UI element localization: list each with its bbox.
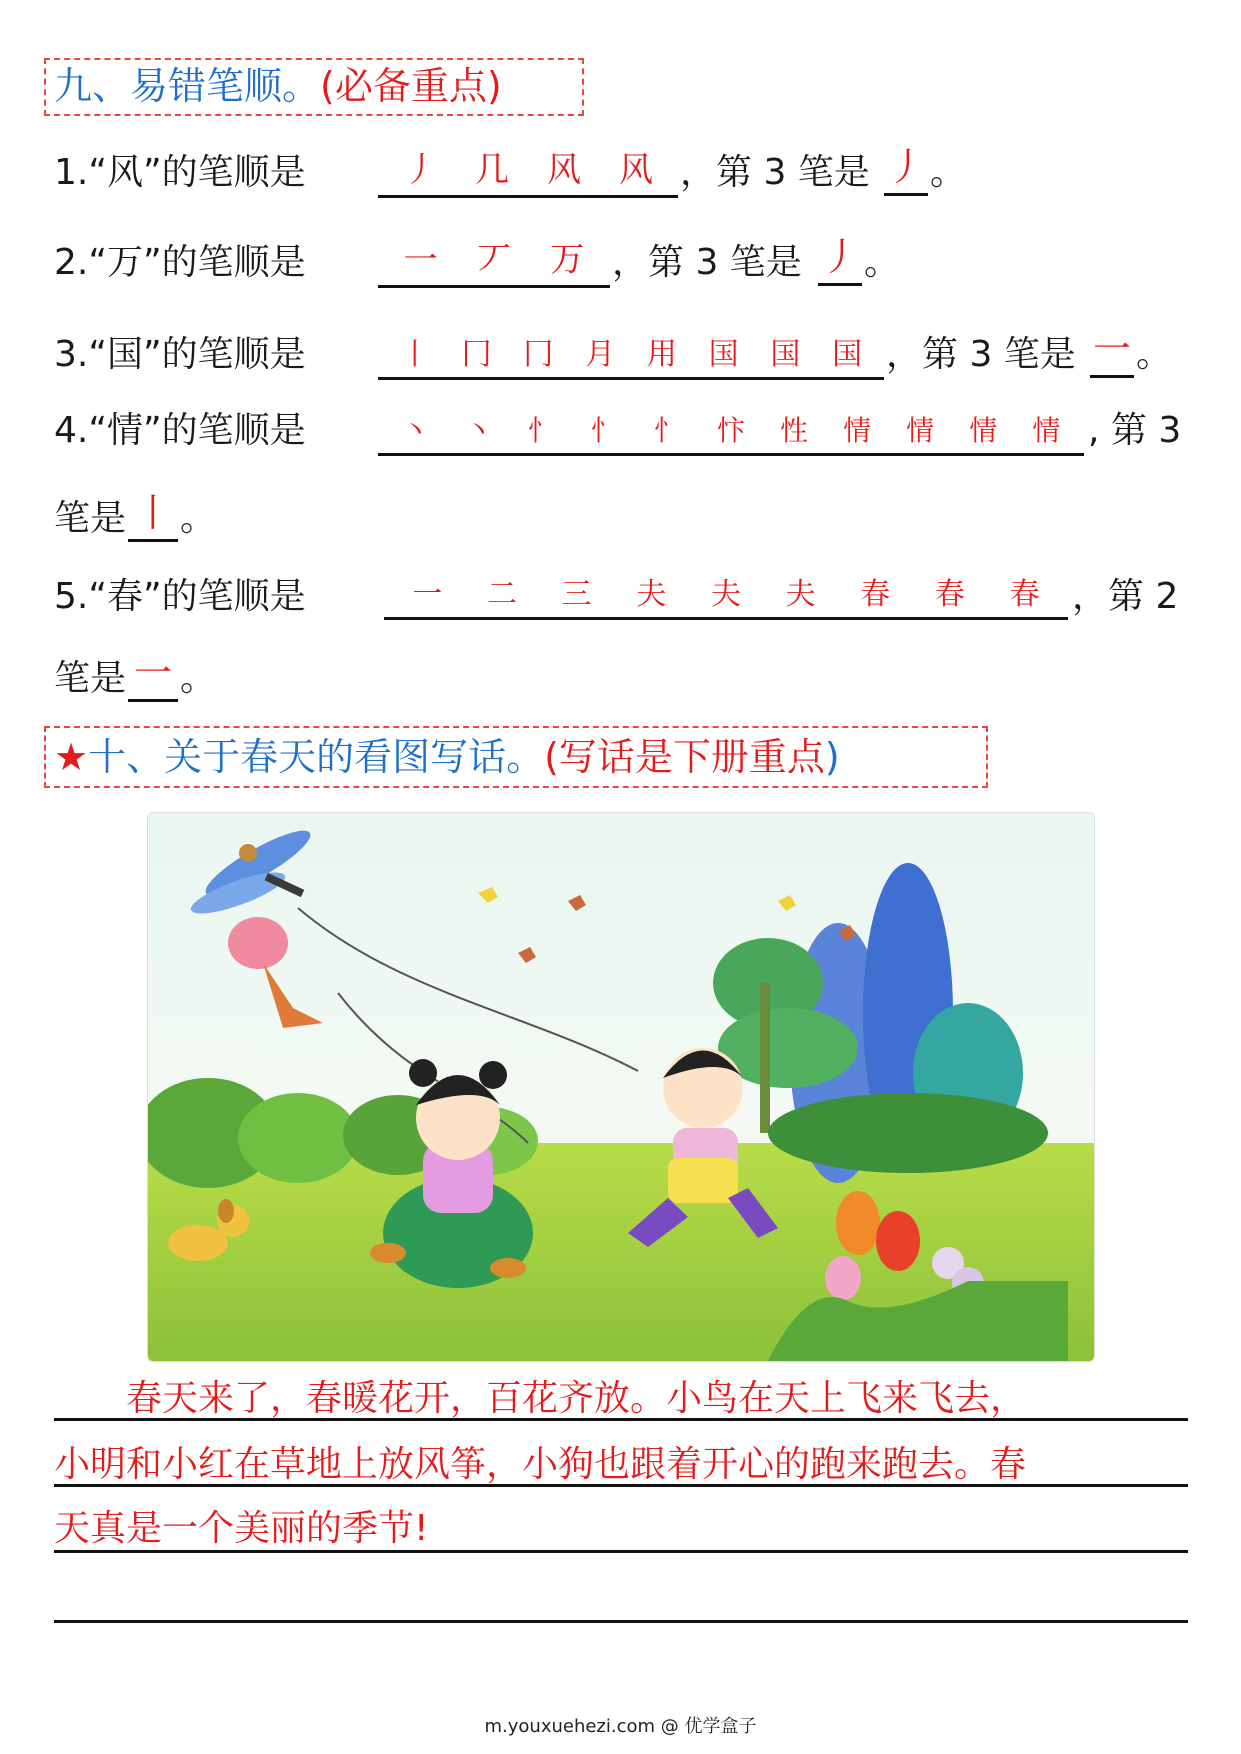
item5-stroke: 夫 — [785, 577, 816, 612]
item3-stroke: 月 — [585, 337, 616, 372]
item5-stroke: 二 — [486, 577, 517, 612]
footer-watermark: m.youxuehezi.com @ 优学盒子 — [484, 1716, 757, 1737]
writing-line-3 — [54, 1550, 1188, 1553]
item2-prefix: 2.“万”的笔顺是 — [54, 242, 306, 283]
item5-stroke: 春 — [1009, 577, 1040, 612]
item1-stroke: 风 — [619, 150, 653, 190]
item5-stroke: 一 — [412, 577, 443, 612]
essay-line2: 小明和小红在草地上放风筝，小狗也跟着开心的跑来跑去。春 — [54, 1444, 1027, 1485]
item5-stroke: 春 — [860, 577, 891, 612]
item1-stroke: 几 — [475, 150, 509, 190]
item3-stroke: 用 — [646, 337, 677, 372]
item3-stroke: 国 — [708, 337, 739, 372]
item1-end: 。 — [930, 152, 967, 193]
section10-note: (写话是下册重点 — [544, 735, 825, 779]
star-icon: ★ — [54, 735, 89, 779]
item2-answer-blank: 丿 — [818, 230, 862, 286]
item1-answer-blank: 丿 — [884, 140, 928, 196]
item4-stroke: 忄 — [527, 414, 556, 447]
item3-stroke: 冂 — [523, 337, 554, 372]
item4-stroke: 忄 — [590, 414, 619, 447]
item5-end: 。 — [180, 658, 217, 699]
item5-stroke: 春 — [934, 577, 965, 612]
item5-stroke: 夫 — [710, 577, 741, 612]
item4-stroke: 情 — [969, 414, 998, 447]
item2-end: 。 — [864, 242, 901, 283]
item2-stroke: 一 — [403, 240, 438, 280]
item4-end: 。 — [180, 498, 217, 539]
section9-title: 九、易错笔顺。 — [54, 64, 321, 108]
item3-strokes-blank — [378, 322, 884, 380]
item3-stroke: 冂 — [461, 337, 492, 372]
item4-stroke: 丶 — [401, 414, 430, 447]
item3-prefix: 3.“国”的笔顺是 — [54, 334, 306, 375]
item5-answer-blank: 一 — [128, 646, 178, 702]
item5-line2: 笔是 — [54, 658, 127, 699]
section9-heading — [44, 58, 584, 116]
writing-line-2 — [54, 1484, 1188, 1487]
spring-scene-svg — [148, 813, 1094, 1361]
item1-stroke: 丿 — [403, 150, 437, 190]
item4-line2: 笔是 — [54, 498, 127, 539]
writing-line-4 — [54, 1620, 1188, 1623]
item2-suffix: ，第 3 笔是 — [612, 242, 802, 283]
item3-stroke: 丨 — [399, 337, 430, 372]
item2-stroke: 丆 — [476, 240, 511, 280]
spring-kite-illustration — [147, 812, 1095, 1362]
item4-stroke: 情 — [843, 414, 872, 447]
item4-prefix: 4.“情”的笔顺是 — [54, 410, 306, 451]
writing-line-1 — [54, 1418, 1188, 1421]
item4-stroke: 丶 — [464, 414, 493, 447]
item4-stroke: 情 — [1032, 414, 1061, 447]
item5-strokes-blank — [384, 562, 1068, 620]
item4-suffix: , 第 3 — [1088, 410, 1182, 451]
item4-stroke: 忄 — [653, 414, 682, 447]
item5-stroke: 夫 — [636, 577, 667, 612]
item1-strokes-blank — [378, 140, 678, 198]
item4-strokes-blank — [378, 398, 1084, 456]
section10-note-close: ) — [824, 735, 840, 779]
item1-stroke: 风 — [547, 150, 581, 190]
item3-answer-blank: 一 — [1090, 322, 1134, 378]
item2-stroke: 万 — [550, 240, 585, 280]
item4-stroke: 性 — [780, 414, 809, 447]
essay-line1: 春天来了，春暖花开，百花齐放。小鸟在天上飞来飞去， — [126, 1378, 1027, 1419]
item3-suffix: ，第 3 笔是 — [886, 334, 1076, 375]
item3-stroke: 国 — [770, 337, 801, 372]
essay-line3: 天真是一个美丽的季节! — [54, 1508, 429, 1549]
item3-stroke: 国 — [832, 337, 863, 372]
item5-prefix: 5.“春”的笔顺是 — [54, 576, 306, 617]
item4-stroke: 忭 — [716, 414, 745, 447]
item4-answer-blank: 丨 — [128, 486, 178, 542]
item4-stroke: 情 — [906, 414, 935, 447]
item3-end: 。 — [1136, 334, 1173, 375]
item5-suffix: ，第 2 — [1072, 576, 1179, 617]
item1-prefix: 1.“风”的笔顺是 — [54, 152, 306, 193]
section9-note: (必备重点) — [320, 64, 502, 108]
item1-suffix: ，第 3 笔是 — [680, 152, 870, 193]
section10-title: 十、关于春天的看图写话。 — [88, 735, 545, 779]
item2-strokes-blank — [378, 230, 610, 288]
item5-stroke: 三 — [561, 577, 592, 612]
section10-heading — [44, 726, 988, 788]
